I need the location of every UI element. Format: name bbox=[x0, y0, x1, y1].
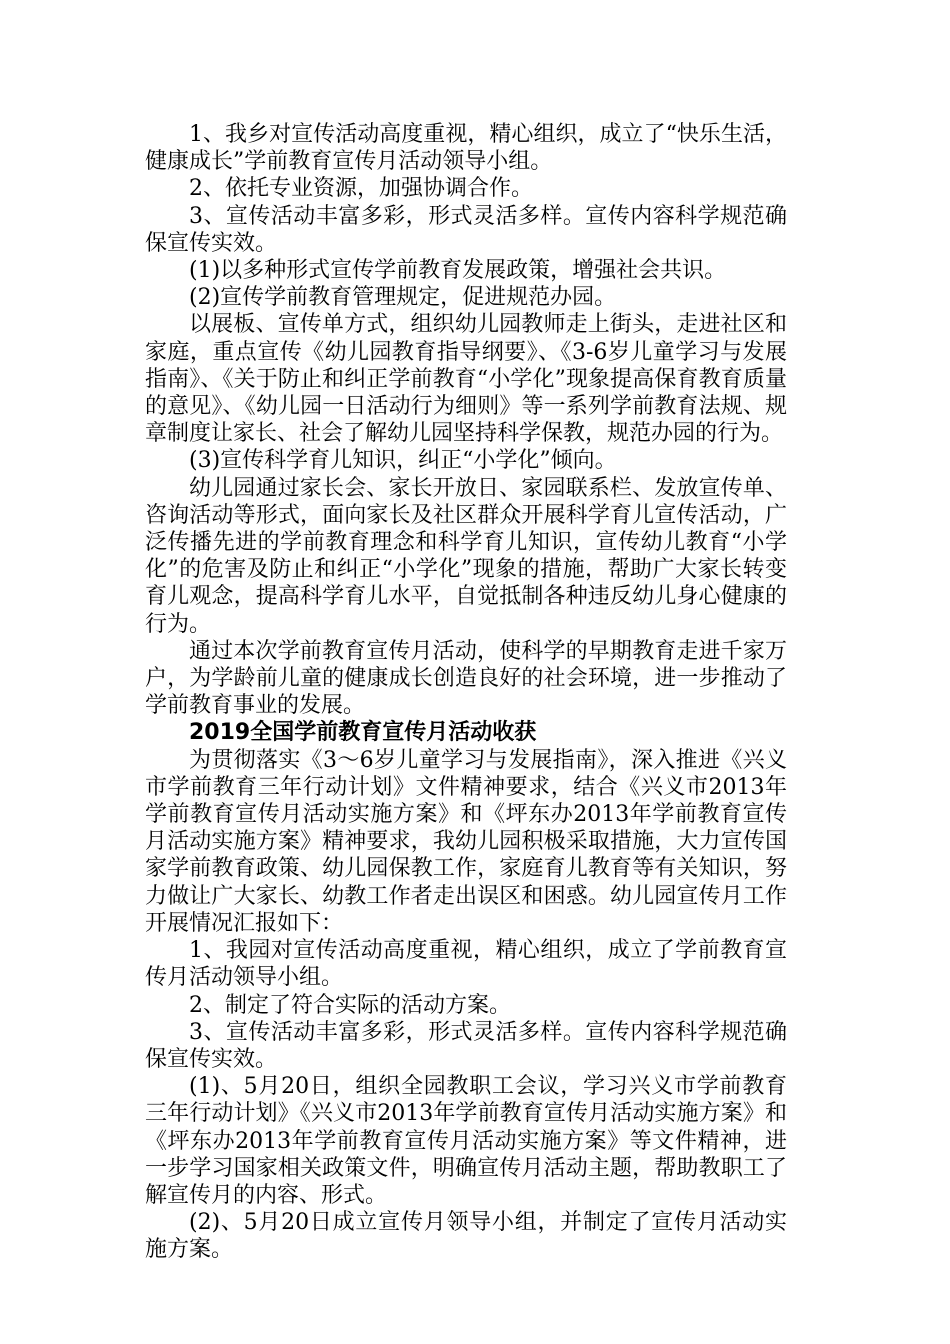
paragraph: (2)、5月20日成立宣传月领导小组，并制定了宣传月活动实施方案。 bbox=[145, 1210, 787, 1263]
document-page bbox=[145, 121, 787, 1264]
paragraph: (1)、5月20日，组织全园教职工会议，学习兴义市学前教育三年行动计划》《兴义市2013年学前教育宣传月活动实施方案》和《坪东办2013年学前教育宣传月活动实施方案》等文件精神，进一步学习国家相关政策文件，明确宣传月活动主题，帮助教职工了解宣传月的内容、形式。 bbox=[145, 1074, 787, 1208]
paragraph: 以展板、宣传单方式，组织幼儿园教师走上街头，走进社区和家庭，重点宣传《幼儿园教育指导纲要》、《3-6岁儿童学习与发展指南》、《关于防止和纠正学前教育“小学化”现象提高保育教育质量的意见》、《幼儿园一日活动行为细则》等一系列学前教育法规、规章制度让家长、社会了解幼儿园坚持科学保教，规范办园的行为。 bbox=[145, 312, 787, 447]
paragraph: 为贯彻落实《3～6岁儿童学习与发展指南》，深入推进《兴义市学前教育三年行动计划》文件精神要求，结合《兴义市2013年学前教育宣传月活动实施方案》和《坪东办2013年学前教育宣传月活动实施方案》精神要求，我幼儿园积极采取措施，大力宣传国家学前教育政策、幼儿园保教工作，家庭育儿教育等有关知识，努力做让广大家长、幼教工作者走出误区和困惑。幼儿园宣传月工作开展情况汇报如下： bbox=[145, 747, 787, 936]
paragraph: 2、依托专业资源，加强协调合作。 bbox=[189, 176, 533, 202]
paragraph: 通过本次学前教育宣传月活动，使科学的早期教育走进千家万户，为学龄前儿童的健康成长创造良好的社会环境，进一步推动了学前教育事业的发展。 bbox=[145, 638, 787, 719]
paragraph: 3、宣传活动丰富多彩，形式灵活多样。宣传内容科学规范确保宣传实效。 bbox=[145, 203, 787, 256]
paragraph: 3、宣传活动丰富多彩，形式灵活多样。宣传内容科学规范确保宣传实效。 bbox=[145, 1019, 787, 1072]
section-heading: 2019全国学前教育宣传月活动收获 bbox=[189, 720, 537, 746]
paragraph: 2、制定了符合实际的活动方案。 bbox=[189, 992, 511, 1018]
paragraph: 1、我园对宣传活动高度重视，精心组织，成立了学前教育宣传月活动领导小组。 bbox=[145, 938, 787, 991]
paragraph: (3)宣传科学育儿知识，纠正“小学化”倾向。 bbox=[189, 448, 617, 474]
paragraph: (2)宣传学前教育管理规定，促进规范办园。 bbox=[189, 285, 617, 311]
paragraph: (1)以多种形式宣传学前教育发展政策，增强社会共识。 bbox=[189, 258, 727, 284]
paragraph: 幼儿园通过家长会、家长开放日、家园联系栏、发放宣传单、咨询活动等形式，面向家长及社区群众开展科学育儿宣传活动，广泛传播先进的学前教育理念和科学育儿知识，宣传幼儿教育“小学化”的危害及防止和纠正“小学化”现象的措施，帮助广大家长转变育儿观念，提高科学育儿水平，自觉抵制各种违反幼儿身心健康的行为。 bbox=[145, 475, 787, 637]
paragraph: 1、我乡对宣传活动高度重视，精心组织，成立了“快乐生活，健康成长”学前教育宣传月活动领导小组。 bbox=[145, 122, 787, 175]
